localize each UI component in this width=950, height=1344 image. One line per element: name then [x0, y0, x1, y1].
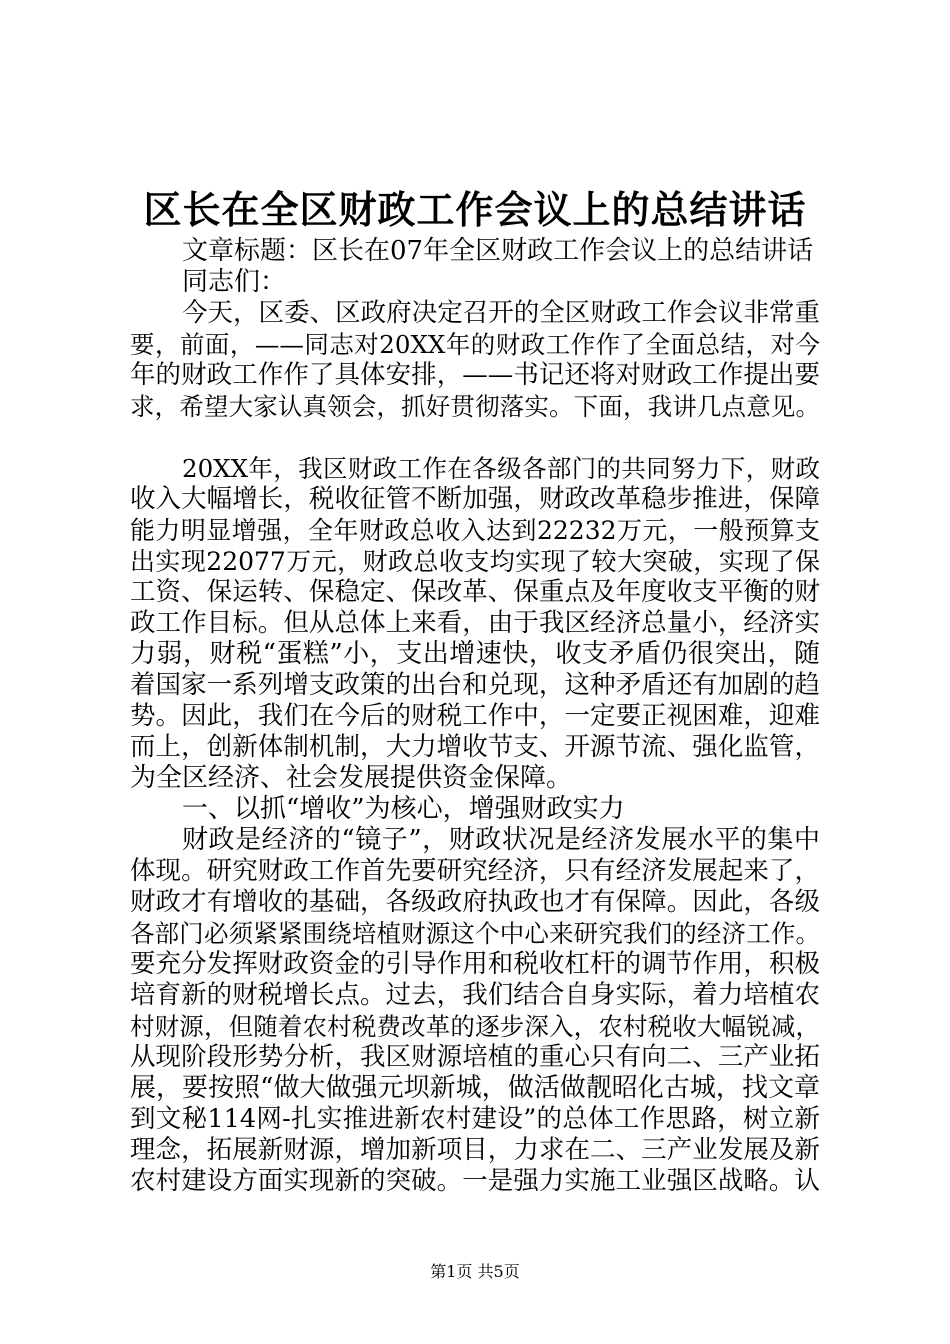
- paragraph-line: 今天，区委、区政府决定召开的全区财政工作会议非常重: [182, 298, 820, 328]
- paragraph-line: 到文秘114网-扎实推进新农村建设”的总体工作思路，树立新: [130, 1104, 820, 1134]
- section-heading: 一、以抓“增收”为核心，增强财政实力: [182, 794, 625, 824]
- paragraph-line: 要，前面，——同志对20XX年的财政工作作了全面总结，对今: [130, 330, 820, 359]
- paragraph-line: 着国家一系列增支政策的出台和兑现，这种矛盾还有加剧的趋: [130, 670, 820, 700]
- salutation-line: 同志们：: [182, 267, 287, 297]
- paragraph-line: 收入大幅增长，税收征管不断加强，财政改革稳步推进，保障: [130, 484, 820, 514]
- article-title-line: 文章标题：区长在07年全区财政工作会议上的总结讲话: [182, 236, 814, 266]
- paragraph-gap: [130, 422, 820, 453]
- document-body: [130, 236, 820, 1197]
- paragraph-line: 政工作目标。但从总体上来看，由于我区经济总量小，经济实: [130, 608, 820, 638]
- paragraph-line: 要充分发挥财政资金的引导作用和税收杠杆的调节作用，积极: [130, 949, 820, 979]
- paragraph-line: 力弱，财税“蛋糕”小，支出增速快，收支矛盾仍很突出，随: [130, 639, 820, 669]
- paragraph-line: 财政是经济的“镜子”，财政状况是经济发展水平的集中: [182, 825, 820, 855]
- paragraph-line: 求，希望大家认真领会，抓好贯彻落实。下面，我讲几点意见。: [130, 392, 820, 421]
- page-footer: 第1页 共5页: [430, 1262, 520, 1281]
- paragraph-line: 工资、保运转、保稳定、保改革、保重点及年度收支平衡的财: [130, 577, 820, 607]
- paragraph-line: 能力明显增强，全年财政总收入达到22232万元，一般预算支: [130, 516, 820, 545]
- paragraph-line: 20XX年，我区财政工作在各级各部门的共同努力下，财政: [182, 454, 820, 483]
- paragraph-line: 农村建设方面实现新的突破。一是强力实施工业强区战略。认: [130, 1166, 820, 1196]
- paragraph-line: 体现。研究财政工作首先要研究经济，只有经济发展起来了，: [130, 856, 820, 886]
- paragraph-line: 财政才有增收的基础，各级政府执政也才有保障。因此，各级: [130, 887, 820, 917]
- paragraph-line: 村财源，但随着农村税费改革的逐步深入，农村税收大幅锐减，: [130, 1012, 820, 1041]
- paragraph-line: 展，要按照“做大做强元坝新城，做活做靓昭化古城，找文章: [130, 1073, 820, 1103]
- paragraph-line: 各部门必须紧紧围绕培植财源这个中心来研究我们的经济工作。: [130, 919, 820, 948]
- paragraph-line: 出实现22077万元，财政总收支均实现了较大突破，实现了保: [130, 547, 820, 576]
- paragraph-line: 从现阶段形势分析，我区财源培植的重心只有向二、三产业拓: [130, 1042, 820, 1072]
- paragraph-line: 为全区经济、社会发展提供资金保障。: [130, 763, 573, 793]
- paragraph-line: 理念，拓展新财源，增加新项目，力求在二、三产业发展及新: [130, 1135, 820, 1165]
- paragraph-line: 势。因此，我们在今后的财税工作中，一定要正视困难，迎难: [130, 701, 820, 731]
- document-title: 区长在全区财政工作会议上的总结讲话: [143, 187, 807, 232]
- paragraph-line: 年的财政工作作了具体安排，——书记还将对财政工作提出要: [130, 360, 820, 390]
- paragraph-line: 培育新的财税增长点。过去，我们结合自身实际，着力培植农: [130, 980, 820, 1010]
- paragraph-line: 而上，创新体制机制，大力增收节支、开源节流、强化监管，: [130, 732, 820, 762]
